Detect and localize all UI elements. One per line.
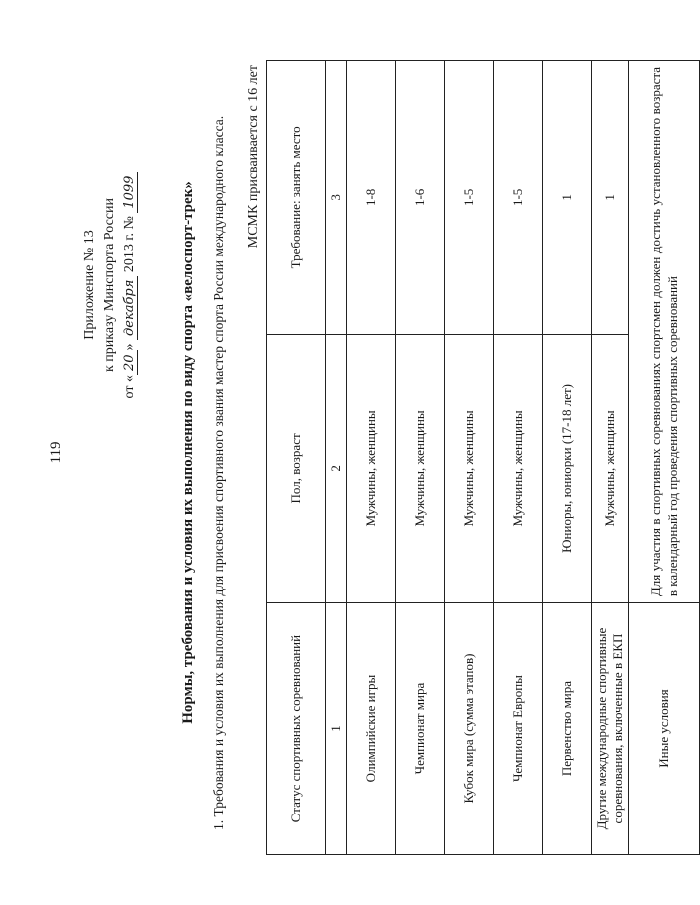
table-row xyxy=(592,61,629,855)
table-row xyxy=(396,61,445,855)
intro-paragraph: 1. Требования и условия их выполнения для присвоения спортивного звания мастер спорта России международного класса. xyxy=(211,115,226,830)
date-day: 20 xyxy=(122,350,138,375)
cell-place: 1-5 xyxy=(494,61,543,335)
header-status: Статус спортивных соревнований xyxy=(267,603,326,855)
other-conditions-text: Для участия в спортивных соревнованиях спортсмен должен достичь установленного возраста в календарный год проведения спортивных соревнований xyxy=(629,61,700,603)
cell-gender: Мужчины, женщины xyxy=(592,334,629,602)
annex-number: Приложение № 13 xyxy=(82,230,97,340)
cell-status: Олимпийские игры xyxy=(347,603,396,855)
cell-status: Первенство мира xyxy=(543,603,592,855)
cell-place: 1-5 xyxy=(445,61,494,335)
document-title: Нормы, требования и условия их выполнения по виду спорта «велоспорт-трек» xyxy=(180,181,196,724)
column-number-row xyxy=(326,61,347,855)
table-header-row xyxy=(267,61,326,855)
table-row xyxy=(494,61,543,855)
page-number: 119 xyxy=(48,441,64,464)
column-number: 2 xyxy=(326,334,347,602)
table-row xyxy=(347,61,396,855)
order-number: 1099 xyxy=(122,172,138,213)
table-row xyxy=(445,61,494,855)
requirements-table xyxy=(266,60,700,855)
other-conditions-row xyxy=(629,61,700,855)
cell-gender: Мужчины, женщины xyxy=(396,334,445,602)
column-number: 3 xyxy=(326,61,347,335)
cell-place: 1-6 xyxy=(396,61,445,335)
cell-gender: Мужчины, женщины xyxy=(494,334,543,602)
header-place: Требование: занять место xyxy=(267,61,326,335)
msmk-age-note: МСМК присваивается с 16 лет xyxy=(246,65,261,249)
column-number: 1 xyxy=(326,603,347,855)
date-month: декабря xyxy=(122,276,138,340)
cell-status: Другие международные спортивные соревнования, включенные в ЕКП xyxy=(592,603,629,855)
cell-status: Чемпионат Европы xyxy=(494,603,543,855)
cell-place: 1 xyxy=(543,61,592,335)
cell-status: Кубок мира (сумма этапов) xyxy=(445,603,494,855)
cell-place: 1 xyxy=(592,61,629,335)
table-row xyxy=(543,61,592,855)
other-conditions-label: Иные условия xyxy=(629,603,700,855)
date-prefix: от « xyxy=(122,375,137,399)
date-sep: » xyxy=(122,343,137,351)
cell-gender: Мужчины, женщины xyxy=(347,334,396,602)
order-line: к приказу Минспорта России xyxy=(102,198,117,372)
cell-place: 1-8 xyxy=(347,61,396,335)
cell-gender: Мужчины, женщины xyxy=(445,334,494,602)
annex-header xyxy=(80,135,140,435)
cell-status: Чемпионат мира xyxy=(396,603,445,855)
cell-gender: Юниоры, юниорки (17-18 лет) xyxy=(543,334,592,602)
date-year: 2013 г. № xyxy=(122,216,137,273)
order-date-line xyxy=(120,135,140,435)
header-gender-age: Пол, возраст xyxy=(267,334,326,602)
